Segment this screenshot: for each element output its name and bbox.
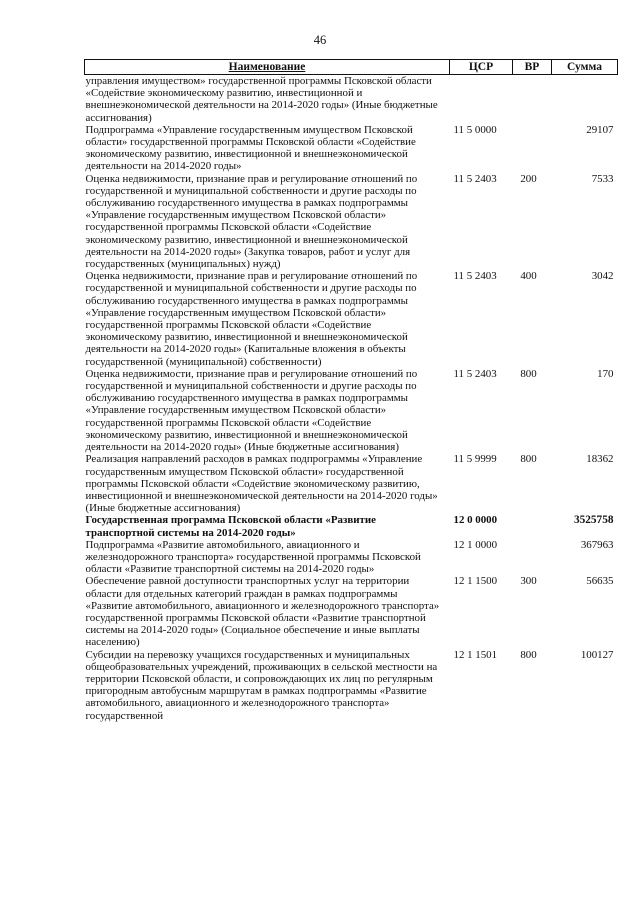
cell-vr: 800 bbox=[520, 648, 537, 661]
cell-name: Оценка недвижимости, признание прав и регулирование отношений по государственной и муниципальной собственности и другие расходы по обслуживанию государственного имущества в рамках подпрограммы «Управление государственным имуществом Псковской области» государственной программы Псковской области «Содействие экономическому развитию, инвестиционной и внешнеэкономической деятельности на 2014-2020 годы» (Капитальные вложения в объекты государственной (муниципальной) собственности) bbox=[85, 270, 418, 368]
table-body bbox=[85, 75, 618, 722]
cell-vr: 800 bbox=[520, 367, 537, 380]
cell-sum: 367963 bbox=[580, 538, 614, 551]
cell-csr: 12 1 1501 bbox=[453, 648, 498, 661]
cell-name: Подпрограмма «Управление государственным имуществом Псковской области» государственной программы Псковской области «Содействие экономическому развитию, инвестиционной и внешнеэкономической деятельности на 2014-2020 годы» bbox=[85, 123, 416, 173]
cell-sum: 3042 bbox=[591, 270, 614, 283]
cell-csr: 11 5 9999 bbox=[453, 453, 497, 466]
cell-vr: 400 bbox=[520, 270, 537, 283]
cell-csr: 12 1 1500 bbox=[453, 575, 498, 588]
cell-vr bbox=[513, 539, 552, 576]
cell-name: Государственная программа Псковской области «Развитие транспортной системы на 2014-2020 годы» bbox=[85, 514, 376, 539]
cell-name: Субсидии на перевозку учащихся государственных и муниципальных общеобразовательных учреждений, проживающих в сельской местности на территории Псковской области, и сопровождающих их лиц по регулярным пригородным автобусным маршрутам в рамках подпрограммы «Развитие автомобильного, авиационного и железнодорожного транспорта» государственной bbox=[85, 648, 438, 722]
cell-sum: 170 bbox=[597, 367, 614, 380]
cell-csr: 11 5 2403 bbox=[453, 367, 497, 380]
cell-name: Подпрограмма «Развитие автомобильного, авиационного и железнодорожного транспорта» государственной программы Псковской области «Развитие транспортной системы на 2014-2020 годы» bbox=[85, 538, 421, 576]
cell-vr bbox=[513, 75, 552, 124]
table-row bbox=[85, 124, 618, 173]
table-row bbox=[85, 453, 618, 514]
cell-sum: 100127 bbox=[580, 648, 614, 661]
cell-csr: 12 1 0000 bbox=[453, 538, 498, 551]
cell-csr: 11 5 0000 bbox=[453, 123, 497, 136]
cell-csr: 11 5 2403 bbox=[453, 172, 497, 185]
table-row bbox=[85, 173, 618, 271]
cell-name: Обеспечение равной доступности транспортных услуг на территории области для отдельных категорий граждан в рамках подпрограммы «Развитие автомобильного, авиационного и железнодорожного транспорта» государственной программы Псковской области «Развитие транспортной системы на 2014-2020 годы» (Социальное обеспечение и иные выплаты населению) bbox=[85, 575, 440, 649]
cell-name: Реализация направлений расходов в рамках подпрограммы «Управление государственным имуществом Псковской области» государственной программы Псковской области «Содействие экономическому развитию, инвестиционной и внешнеэкономической деятельности на 2014-2020 годы» (Иные бюджетные ассигнования) bbox=[85, 453, 438, 515]
cell-csr: 12 0 0000 bbox=[453, 514, 498, 527]
table-row bbox=[85, 514, 618, 538]
cell-csr: 11 5 2403 bbox=[453, 270, 497, 283]
table-row bbox=[85, 270, 618, 368]
cell-name: Оценка недвижимости, признание прав и регулирование отношений по государственной и муниципальной собственности и другие расходы по обслуживанию государственного имущества в рамках подпрограммы «Управление государственным имуществом Псковской области» государственной программы Псковской области «Содействие экономическому развитию, инвестиционной и внешнеэкономической деятельности на 2014-2020 годы» (Закупка товаров, работ и услуг для государственных (муниципальных) нужд) bbox=[85, 172, 418, 271]
cell-sum: 18362 bbox=[586, 453, 614, 466]
cell-sum bbox=[552, 75, 618, 124]
table-row bbox=[85, 649, 618, 722]
cell-vr: 300 bbox=[520, 575, 537, 588]
table-header-row bbox=[85, 60, 618, 75]
header-name: Наименование bbox=[85, 60, 450, 75]
cell-sum: 29107 bbox=[586, 123, 614, 136]
cell-sum: 7533 bbox=[591, 172, 614, 185]
cell-name: Оценка недвижимости, признание прав и регулирование отношений по государственной и муниципальной собственности и другие расходы по обслуживанию государственного имущества в рамках подпрограммы «Управление государственным имуществом Псковской области» государственной программы Псковской области «Содействие экономическому развитию, инвестиционной и внешнеэкономической деятельности на 2014-2020 годы» (Иные бюджетные ассигнования) bbox=[85, 367, 418, 454]
cell-vr bbox=[513, 514, 552, 538]
header-csr: ЦСР bbox=[450, 60, 513, 75]
cell-name: управления имуществом» государственной программы Псковской области «Содействие экономическому развитию, инвестиционной и внешнеэкономической деятельности на 2014-2020 годы» (Иные бюджетные ассигнования) bbox=[85, 75, 438, 124]
cell-sum: 3525758 bbox=[573, 514, 614, 527]
table-row bbox=[85, 575, 618, 648]
cell-vr bbox=[513, 124, 552, 173]
table-row bbox=[85, 368, 618, 453]
header-sum: Сумма bbox=[552, 60, 618, 75]
budget-table bbox=[84, 59, 618, 722]
cell-sum: 56635 bbox=[586, 575, 614, 588]
table-row bbox=[85, 539, 618, 576]
header-vr: ВР bbox=[513, 60, 552, 75]
cell-vr: 200 bbox=[520, 172, 537, 185]
cell-vr: 800 bbox=[520, 453, 537, 466]
table-row bbox=[85, 75, 618, 124]
cell-csr bbox=[450, 75, 513, 124]
page-number: 46 bbox=[313, 33, 327, 47]
